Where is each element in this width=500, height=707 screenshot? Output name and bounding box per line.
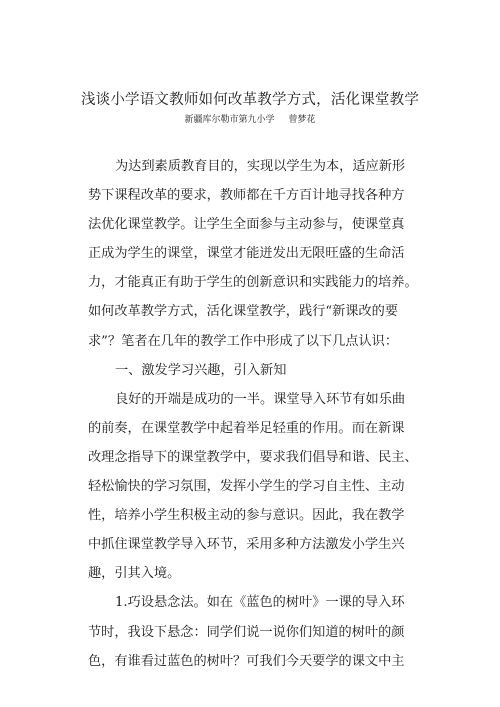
paragraph-line: 色，有谁看过蓝色的树叶？可我们今天要学的课文中主	[88, 653, 405, 669]
paragraph-line: 一、激发学习兴趣，引入新知	[115, 362, 287, 378]
paragraph-line: 良好的开端是成功的一半。课堂导入环节有如乐曲	[115, 391, 406, 407]
paragraph-line: 为达到素质教育目的，实现以学生为本，适应新形	[115, 159, 406, 174]
author-organization: 新疆库尔勒市第九小学	[184, 115, 275, 125]
paragraph-line: 力，才能真正有助于学生的创新意识和实践能力的培养。	[88, 275, 418, 291]
paragraph-line: 节时，我设下悬念：同学们说一说你们知道的树叶的颜	[88, 624, 405, 640]
paragraph-line: 轻松愉快的学习氛围，发挥小学生的学习自主性、主动	[88, 479, 405, 495]
author-line	[0, 112, 500, 125]
paragraph-line: 趣，引其入境。	[88, 566, 181, 582]
paragraph-line: 势下课程改革的要求，教师都在千方百计地寻找各种方	[88, 188, 405, 204]
document-title: 浅谈小学语文教师如何改革教学方式，活化课堂教学	[80, 92, 420, 108]
paragraph-line: 性，培养小学生积极主动的参与意识。因此，我在教学	[88, 508, 405, 524]
paragraph-line: 求”？笔者在几年的教学工作中形成了以下几点认识：	[88, 333, 399, 349]
paragraph-line: 1.巧设悬念法。如在《蓝色的树叶》一课的导入环	[115, 595, 405, 611]
paragraph-line: 的前奏，在课堂教学中起着举足轻重的作用。而在新课	[88, 420, 405, 436]
paragraph-line: 中抓住课堂教学导入环节，采用多种方法激发小学生兴	[88, 537, 405, 553]
paragraph-line: 改理念指导下的课堂教学中，要求我们倡导和谐、民主、	[88, 449, 418, 465]
paragraph-line: 法优化课堂教学。让学生全面参与主动参与，使课堂真	[88, 217, 405, 233]
document-body	[88, 152, 422, 676]
paragraph-line: 如何改革教学方式，活化课堂教学，践行“新课改的要	[88, 304, 399, 320]
paragraph-line: 正成为学生的课堂，课堂才能迸发出无限旺盛的生命活	[88, 246, 405, 262]
author-name: 曾梦花	[288, 115, 316, 125]
